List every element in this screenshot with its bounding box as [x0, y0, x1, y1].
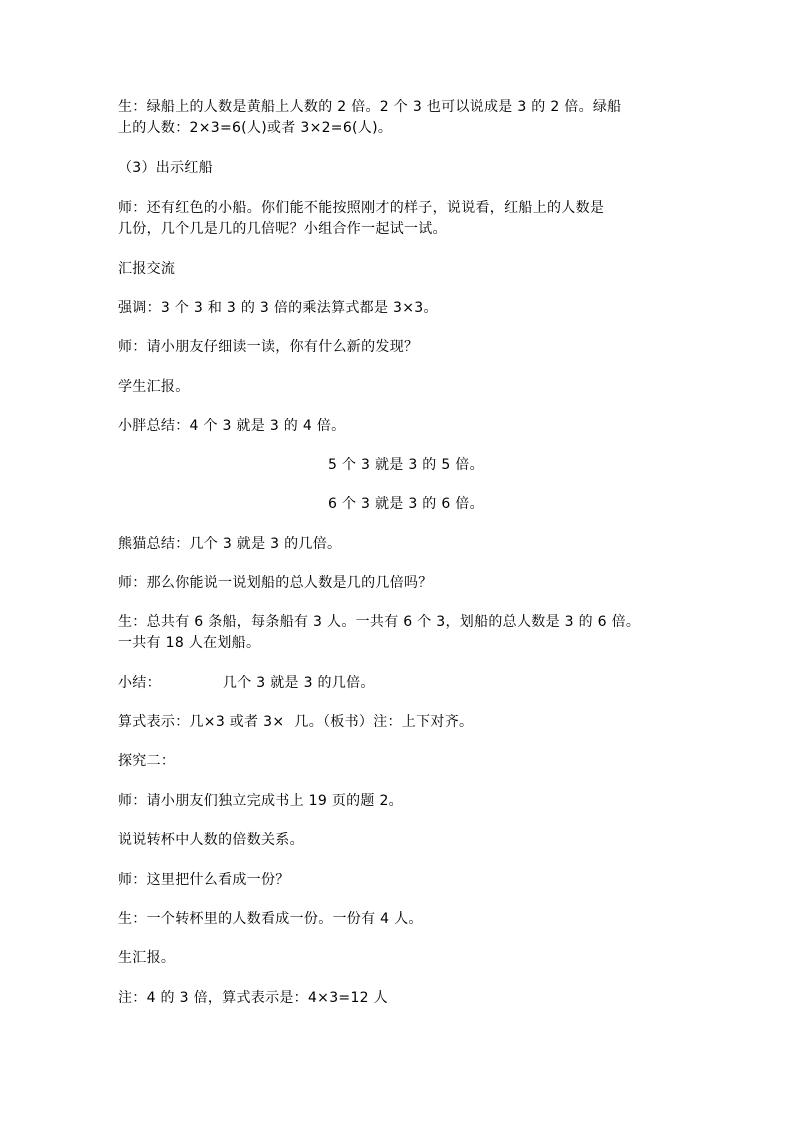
paragraph-teacher-red-line1: 师：还有红色的小船。你们能不能按照刚才的样子，说说看，红船上的人数是: [118, 200, 605, 216]
paragraph-student-answer-line1: 生：总共有 6 条船，每条船有 3 人。一共有 6 个 3，划船的总人数是 3 的 6 倍。: [118, 614, 641, 630]
paragraph-teacher-task: 师：请小朋友们独立完成书上 19 页的题 2。: [118, 793, 403, 809]
paragraph-note-formula: 注：4 的 3 倍，算式表示是：4×3=12 人: [118, 990, 388, 1006]
paragraph-teacher-question: 师：那么你能说一说划船的总人数是几的几倍吗？: [118, 575, 433, 591]
paragraph-summary-5: 5 个 3 就是 3 的 5 倍。: [328, 457, 484, 473]
paragraph-student-report: 学生汇报。: [118, 379, 190, 395]
conclusion-label: 小结：: [118, 675, 161, 691]
paragraph-cup-relation: 说说转杯中人数的倍数关系。: [118, 832, 304, 848]
paragraph-report: 汇报交流: [118, 261, 176, 277]
paragraph-formula: [118, 712, 473, 732]
paragraph-student-report-2: 生汇报。: [118, 950, 176, 966]
paragraph-teacher-red-line2: 几份，几个几是几的几倍呢？小组合作一起试一试。: [118, 221, 447, 237]
paragraph-green-boat-line1: 生：绿船上的人数是黄船上人数的 2 倍。2 个 3 也可以说成是 3 的 2 倍。绿船: [118, 99, 622, 115]
paragraph-summary-6: 6 个 3 就是 3 的 6 倍。: [328, 496, 484, 512]
paragraph-explore-two: 探究二：: [118, 753, 176, 769]
paragraph-teacher-unit: 师：这里把什么看成一份？: [118, 872, 290, 888]
paragraph-student-unit: 生：一个转杯里的人数看成一份。一份有 4 人。: [118, 911, 423, 927]
paragraph-panda-summary: 熊猫总结：几个 3 就是 3 的几倍。: [118, 536, 342, 552]
paragraph-teacher-read: 师：请小朋友仔细读一读，你有什么新的发现？: [118, 339, 419, 355]
paragraph-red-boat-heading: （3）出示红船: [118, 160, 214, 176]
formula-text-part2: 几。（板书）注：上下对齐。: [294, 714, 474, 730]
paragraph-emphasis: 强调：3 个 3 和 3 的 3 倍的乘法算式都是 3×3。: [118, 300, 438, 316]
formula-text-part1: 算式表示：几×3 或者 3×: [118, 714, 285, 730]
conclusion-text: 几个 3 就是 3 的几倍。: [222, 675, 375, 691]
paragraph-green-boat-line2: 上的人数：2×3=6(人)或者 3×2=6(人)。: [118, 120, 393, 136]
paragraph-conclusion: [118, 673, 375, 693]
paragraph-student-answer-line2: 一共有 18 人在划船。: [118, 635, 261, 651]
paragraph-xiaopang-summary: 小胖总结：4 个 3 就是 3 的 4 倍。: [118, 418, 346, 434]
